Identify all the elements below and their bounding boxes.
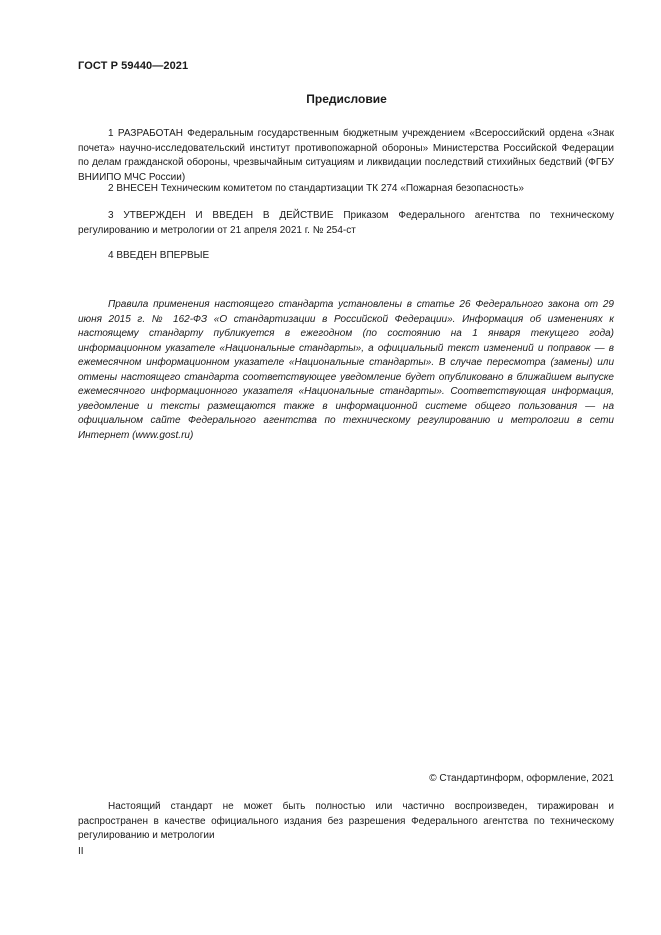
preface-item-submitted: 2 ВНЕСЕН Техническим комитетом по стандартизации ТК 274 «Пожарная безопасность» <box>108 183 524 194</box>
preface-item-developed: 1 РАЗРАБОТАН Федеральным государственным бюджетным учреждением «Всероссийский ордена «Знак почета» научно-исследовательский институт противопожарной обороны» Министерства Российской Федерации по делам гражданской обороны, чрезвычайным ситуациям и ликвидации последствий стихийных бедствий (ФГБУ ВНИИПО МЧС России) <box>78 128 614 183</box>
preface-item-introduced: 4 ВВЕДЕН ВПЕРВЫЕ <box>108 250 210 261</box>
page-title: Предисловие <box>306 92 387 106</box>
copyright-line: © Стандартинформ, оформление, 2021 <box>429 773 614 784</box>
application-rules-notice: Правила применения настоящего стандарта установлены в статье 26 Федерального закона от 29 июня 2015 г. № 162-ФЗ «О стандартизации в Российской Федерации». Информация об изменениях к настоящему стандарту публикуется в ежегодном (по состоянию на 1 января текущего года) информационном указателе «Национальные стандарты», а официальный текст изменений и поправок — в ежемесячном информационном указателе «Национальные стандарты». В случае пересмотра (замены) или отмены настоящего стандарта соответствующее уведомление будет опубликовано в ближайшем выпуске ежемесячного информационного указателя «Национальные стандарты». Соответствующая информация, уведомление и тексты размещаются также в информационной системе общего пользования — на официальном сайте Федерального агентства по техническому регулированию и метрологии в сети Интернет (www.gost.ru) <box>78 299 614 441</box>
document-code: ГОСТ Р 59440—2021 <box>78 60 189 72</box>
preface-item-approved: 3 УТВЕРЖДЕН И ВВЕДЕН В ДЕЙСТВИЕ Приказом Федерального агентства по техническому регулированию и метрологии от 21 апреля 2021 г. № 254-ст <box>78 210 614 236</box>
reproduction-notice: Настоящий стандарт не может быть полностью или частично воспроизведен, тиражирован и распространен в качестве официального издания без разрешения Федерального агентства по техническому регулированию и метрологии <box>78 801 614 841</box>
page-number: II <box>78 846 84 857</box>
